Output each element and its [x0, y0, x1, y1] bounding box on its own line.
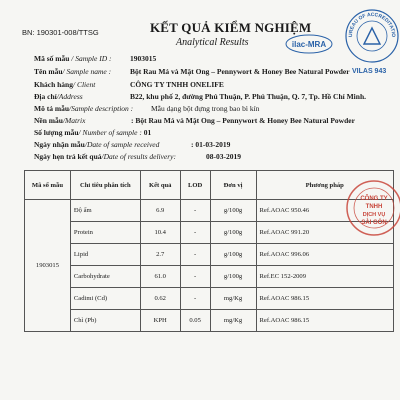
cell-parameter: Lipid — [70, 244, 140, 266]
cell-method: Ref.AOAC 986.15 — [256, 288, 394, 310]
stamp-line: SÀI GÒN — [361, 220, 387, 226]
document-title: KẾT QUẢ KIỂM NGHIỆM — [150, 20, 312, 35]
info-sample-id: Mã số mẫu / Sample ID : 1903015 — [34, 54, 157, 63]
cell-parameter: Chì (Pb) — [70, 310, 140, 332]
cell-method: Ref.AOAC 950.46 — [256, 200, 394, 222]
cell-result: 2.7 — [140, 244, 180, 266]
table-row — [25, 288, 394, 310]
table-row — [25, 310, 394, 332]
cell-unit: g/100g — [210, 266, 256, 288]
cell-method: Ref.AOAC 986.15 — [256, 310, 394, 332]
table-row — [25, 244, 394, 266]
cell-result: 10.4 — [140, 222, 180, 244]
info-description: Mô tả mẫu/Sample description : Mẫu dạng bột đựng trong bao bì kín — [34, 104, 260, 113]
cell-unit: g/100g — [210, 200, 256, 222]
cell-lod: 0.05 — [180, 310, 210, 332]
cell-result: KPH — [140, 310, 180, 332]
cell-unit: g/100g — [210, 244, 256, 266]
cell-lod: - — [180, 222, 210, 244]
cell-result: 6.9 — [140, 200, 180, 222]
header-method: Phương pháp — [256, 171, 394, 200]
info-address: Địa chỉ/Address B22, khu phố 2, đường Phú Thuận, P. Phú Thuận, Q. 7, Tp. Hồ Chí Minh. — [34, 92, 366, 101]
info-sample-name: Tên mẫu/ Sample name : Bột Rau Má và Mật Ong – Pennywort & Honey Bee Natural Powder — [34, 67, 350, 76]
table-row — [25, 200, 394, 222]
cell-parameter: Protein — [70, 222, 140, 244]
header-parameter: Chỉ tiêu phân tích — [70, 171, 140, 200]
cell-lod: - — [180, 288, 210, 310]
cell-lod: - — [180, 200, 210, 222]
table-row — [25, 222, 394, 244]
info-number-of-samples: Số lượng mẫu/ Number of sample : 01 — [34, 128, 152, 137]
bureau-of-accreditation-seal — [344, 8, 400, 64]
header-sample-id: Mã số mẫu — [25, 171, 71, 200]
header-lod: LOD — [180, 171, 210, 200]
cell-method: Ref.AOAC 996.06 — [256, 244, 394, 266]
cell-parameter: Carbohydrate — [70, 266, 140, 288]
table-row — [25, 266, 394, 288]
cell-method: Ref.AOAC 991.20 — [256, 222, 394, 244]
cell-sample-id: 1903015 — [25, 200, 71, 332]
seal-arc-text: UREAU OF ACCREDITATIO — [347, 11, 397, 38]
cell-lod: - — [180, 244, 210, 266]
info-matrix: Nền mẫu/Matrix : Bột Rau Má và Mật Ong – Pennywort & Honey Bee Natural Powder — [34, 116, 355, 125]
info-date-delivery: Ngày hẹn trả kết quả/Date of results delivery: 08-03-2019 — [34, 152, 241, 161]
cell-unit: g/100g — [210, 222, 256, 244]
table-header-row — [25, 171, 394, 200]
cell-result: 0.62 — [140, 288, 180, 310]
results-table — [24, 170, 394, 332]
stamp-line: CÔNG TY — [360, 196, 388, 202]
cell-unit: mg/Kg — [210, 288, 256, 310]
company-stamp — [344, 178, 400, 238]
cell-lod: - — [180, 266, 210, 288]
header-unit: Đơn vị — [210, 171, 256, 200]
header-result: Kết quả — [140, 171, 180, 200]
top-scan-band — [0, 0, 400, 8]
document-subtitle: Analytical Results — [176, 37, 249, 48]
cell-parameter: Độ ẩm — [70, 200, 140, 222]
vilas-number: VILAS 943 — [352, 68, 387, 75]
stamp-line: DỊCH VỤ — [362, 212, 386, 218]
cell-parameter: Cadimi (Cd) — [70, 288, 140, 310]
cell-unit: mg/Kg — [210, 310, 256, 332]
stamp-line: TNHH — [365, 204, 383, 210]
ilac-mra-logo — [285, 34, 333, 54]
info-client: Khách hàng/ Client CÔNG TY TNHH ONELIFE — [34, 80, 224, 89]
cell-method: Ref.EC 152-2009 — [256, 266, 394, 288]
ilac-text: ilac-MRA — [291, 40, 327, 49]
info-date-received: Ngày nhận mẫu/Date of sample received : 01-03-2019 — [34, 140, 231, 149]
document-number: BN: 190301-008/TTSG — [22, 28, 99, 37]
cell-result: 61.0 — [140, 266, 180, 288]
